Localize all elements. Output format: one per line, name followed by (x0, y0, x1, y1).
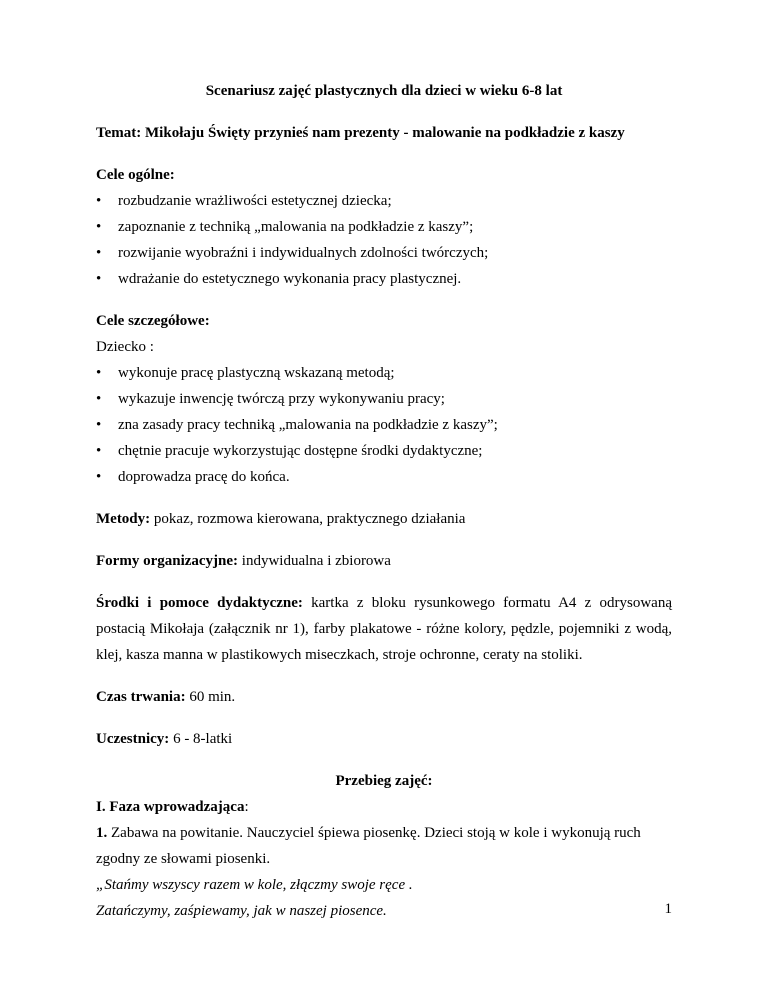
materials-text: kartka z bloku rysunkowego formatu A4 z odrysowaną postacią Mikołaja (załącznik nr 1), farby plakatowe - różne kolory, pędzle, pojemniki z wodą, klej, kasza manna w plastikowych miseczkach, stroje ochronne, ceraty na stoliki. (96, 595, 672, 663)
methods-text: pokaz, rozmowa kierowana, praktycznego działania (150, 511, 466, 527)
phase1-heading (96, 794, 672, 820)
list-item (96, 386, 672, 412)
list-item (96, 214, 672, 240)
specific-goals-intro: Dziecko : (96, 339, 154, 355)
duration-label: Czas trwania: (96, 689, 186, 705)
materials-label: Środki i pomoce dydaktyczne: (96, 595, 303, 611)
step1-number: 1. (96, 825, 108, 841)
methods-line (96, 506, 672, 532)
methods-label: Metody: (96, 511, 151, 527)
bullet-icon: • (96, 417, 102, 433)
list-item (96, 438, 672, 464)
step1-paragraph (96, 820, 672, 872)
bullet-icon: • (96, 245, 102, 261)
bullet-icon: • (96, 391, 102, 407)
list-item (96, 188, 672, 214)
specific-goals-list (96, 360, 672, 490)
bullet-icon: • (96, 193, 102, 209)
phase1-colon: : (244, 799, 249, 815)
topic-line: Temat: Mikołaju Święty przynieś nam prezenty - malowanie na podkładzie z kaszy (96, 125, 625, 141)
list-item-text: rozwijanie wyobraźni i indywidualnych zdolności twórczych; (118, 245, 489, 261)
list-item (96, 412, 672, 438)
list-item-text: wdrażanie do estetycznego wykonania pracy plastycznej. (118, 271, 462, 287)
participants-line (96, 726, 672, 752)
list-item-text: doprowadza pracę do końca. (118, 469, 290, 485)
list-item (96, 360, 672, 386)
forms-text: indywidualna i zbiorowa (238, 553, 391, 569)
bullet-icon: • (96, 271, 102, 287)
duration-text: 60 min. (185, 689, 236, 705)
list-item-text: wykazuje inwencję twórczą przy wykonywaniu pracy; (118, 391, 445, 407)
bullet-icon: • (96, 365, 102, 381)
bullet-icon: • (96, 219, 102, 235)
phase1-title: I. Faza wprowadzająca (96, 799, 245, 815)
step1-text: Zabawa na powitanie. Nauczyciel śpiewa piosenkę. Dzieci stoją w kole i wykonują ruch zgodny ze słowami piosenki. (96, 825, 641, 867)
bullet-icon: • (96, 443, 102, 459)
page-number: 1 (664, 901, 672, 917)
song-line-2: Zatańczymy, zaśpiewamy, jak w naszej piosence. (96, 903, 387, 919)
participants-text: 6 - 8-latki (169, 731, 233, 747)
forms-line (96, 548, 672, 574)
general-goals-list (96, 188, 672, 292)
list-item-text: wykonuje pracę plastyczną wskazaną metodą; (118, 365, 395, 381)
duration-line (96, 684, 672, 710)
list-item (96, 266, 672, 292)
forms-label: Formy organizacyjne: (96, 553, 239, 569)
list-item-text: rozbudzanie wrażliwości estetycznej dziecka; (118, 193, 392, 209)
list-item (96, 240, 672, 266)
lesson-flow-heading: Przebieg zajęć: (335, 773, 433, 789)
bullet-icon: • (96, 469, 102, 485)
materials-paragraph (96, 590, 672, 668)
participants-label: Uczestnicy: (96, 731, 170, 747)
list-item-text: zapoznanie z techniką „malowania na podkładzie z kaszy”; (118, 219, 474, 235)
list-item (96, 464, 672, 490)
document-title: Scenariusz zajęć plastycznych dla dzieci w wieku 6-8 lat (205, 83, 563, 99)
song-line-1: „Stańmy wszyscy razem w kole, złączmy swoje ręce . (96, 877, 413, 893)
list-item-text: zna zasady pracy techniką „malowania na podkładzie z kaszy”; (118, 417, 498, 433)
list-item-text: chętnie pracuje wykorzystując dostępne środki dydaktyczne; (118, 443, 483, 459)
specific-goals-heading: Cele szczegółowe: (96, 313, 210, 329)
general-goals-heading: Cele ogólne: (96, 167, 175, 183)
